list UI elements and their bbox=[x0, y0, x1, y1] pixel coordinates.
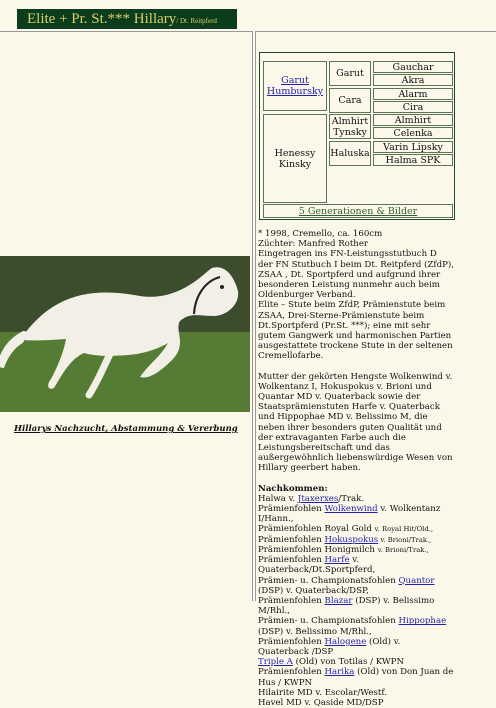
offspring-list bbox=[258, 494, 454, 708]
offspring-item: Prämien- u. Championatsfohlen Quantor (DSP) v. Quaterback/DSP, bbox=[258, 575, 435, 596]
horse-photo bbox=[0, 256, 250, 412]
offspring-item: Prämien- u. Championatsfohlen Hippophae (DSP) v. Belissimo M/Rhl., bbox=[258, 616, 447, 637]
offspring-item: Hilairite MD v. Escolar/Westf. bbox=[258, 687, 387, 698]
page-title-sub: / Dt. Reitpferd bbox=[176, 17, 217, 25]
offspring-item: Triple A (Old) von Totilas / KWPN bbox=[258, 657, 404, 668]
offspring-item: Prämienfohlen Royal Gold v. Royal Hit/Old., bbox=[258, 524, 433, 535]
offspring-link[interactable]: Wolkenwind bbox=[324, 504, 378, 515]
pedigree-gen3-8: Halma SPK bbox=[373, 154, 453, 166]
offspring-link[interactable]: Harfe bbox=[324, 555, 350, 566]
right-column bbox=[255, 31, 496, 708]
pedigree-gen3-6: Celenka bbox=[373, 127, 453, 139]
offspring-item: Halwa v. Jtaxerxes/Trak. bbox=[258, 493, 365, 504]
pedigree-gen3-2: Akra bbox=[373, 74, 453, 86]
pedigree-gen3-3: Alarm bbox=[373, 88, 453, 100]
pedigree-gen3-5: Almhirt bbox=[373, 114, 453, 126]
offspring-item: Prämienfohlen Harika (Old) von Don Juan de Hus / KWPN bbox=[258, 667, 454, 688]
info-birth: * 1998, Cremello, ca. 160cm bbox=[258, 229, 383, 239]
page-title bbox=[17, 9, 237, 29]
info-breeder: Züchter: Manfred Rother bbox=[258, 239, 369, 250]
top-bar bbox=[0, 0, 496, 30]
offspring-link[interactable]: Jtaxerxes bbox=[297, 493, 339, 504]
offspring-caption-link[interactable]: Hillarys Nachzucht, Abstammung & Vererbung bbox=[14, 424, 238, 434]
offspring-item: Prämienfohlen Harfe v. Quaterback/Dt.Sportpferd, bbox=[258, 555, 376, 576]
offspring-title: Nachkommen: bbox=[258, 483, 328, 494]
info-registration: Eingetragen ins FN-Leistungsstutbuch D der FN Stutbuch I beim Dt. Reitpferd (ZfdP), ZSAA , Dt. Sportpferd und aufgrund ihrer besonderen Leistung nunmehr auch beim Oldenburger Verband. bbox=[258, 249, 454, 301]
offspring-item: Prämienfohlen Halogene (Old) v. Quaterback /DSP bbox=[258, 636, 401, 657]
pedigree-sire[interactable] bbox=[263, 61, 327, 111]
offspring-item: Prämienfohlen Blazar (DSP) v. Belissimo M/Rhl., bbox=[258, 595, 435, 617]
pedigree-gen3-1: Gauchar bbox=[373, 61, 453, 73]
offspring-link[interactable]: Hippophae bbox=[398, 616, 447, 627]
offspring-link[interactable]: Triple A bbox=[258, 657, 293, 668]
info-elite-status: Elite – Stute beim ZfdP, Prämienstute beim ZSAA, Drei-Sterne-Prämienstute beim Dt.Sportpferd (Pr.St. ***); eine mit sehr gutem Gangwerk und harmonischen Partien ausgestattete trockene Stute in der seltenen Cremellofarbe. bbox=[258, 300, 453, 362]
pedigree-gen2-3: Almhirt Tynsky bbox=[329, 114, 371, 139]
pedigree-table bbox=[259, 52, 455, 220]
offspring-link[interactable]: Halogene bbox=[324, 636, 367, 647]
offspring-item: Prämienfohlen Wolkenwind v. Wolkentanz I/Hann., bbox=[258, 504, 441, 525]
pedigree-gen3-7: Varin Lipsky bbox=[373, 141, 453, 153]
offspring-item: Prämienfohlen Hokuspokus v. Brioni/Trak., bbox=[258, 534, 432, 545]
offspring-item: Havel MD v. Qaside MD/DSP bbox=[258, 697, 384, 708]
pedigree-gen3-4: Cira bbox=[373, 101, 453, 113]
pedigree-gen2-4: Haluska bbox=[329, 141, 371, 166]
left-column bbox=[0, 31, 253, 601]
pedigree-sire-link[interactable]: Garut Humbursky bbox=[266, 75, 324, 97]
pedigree-dam: Henessy Kinsky bbox=[263, 114, 327, 203]
horse-info bbox=[258, 229, 454, 708]
pedigree-gen2-2: Cara bbox=[329, 88, 371, 113]
info-description: Mutter der gekörten Hengste Wolkenwind v. Wolkentanz I, Hokuspokus v. Brioni und Quantar MD v. Quaterback sowie der Staatsprämienstuten Harfe v. Quaterback und Hippophae MD v. Belissimo M, die neben ihrer besonders guten Qualität und der extravaganten Farbe auch die Leistungsbereitschaft und das außergewöhnlich liebenswürdige Wesen von Hillary geerbert haben. bbox=[258, 371, 453, 474]
offspring-link[interactable]: Quantor bbox=[398, 575, 435, 586]
pedigree-gen2-1: Garut bbox=[329, 61, 371, 86]
page-title-main: Elite + Pr. St.*** Hillary bbox=[27, 11, 177, 27]
offspring-link[interactable]: Hokuspokus bbox=[324, 534, 379, 545]
offspring-link[interactable]: Harika bbox=[324, 667, 355, 678]
offspring-link[interactable]: Blazar bbox=[324, 595, 353, 606]
pedigree-generations-link[interactable]: 5 Generationen & Bilder bbox=[263, 204, 453, 218]
offspring-item: Prämienfohlen Honigmilch v. Brioni/Trak., bbox=[258, 544, 429, 555]
